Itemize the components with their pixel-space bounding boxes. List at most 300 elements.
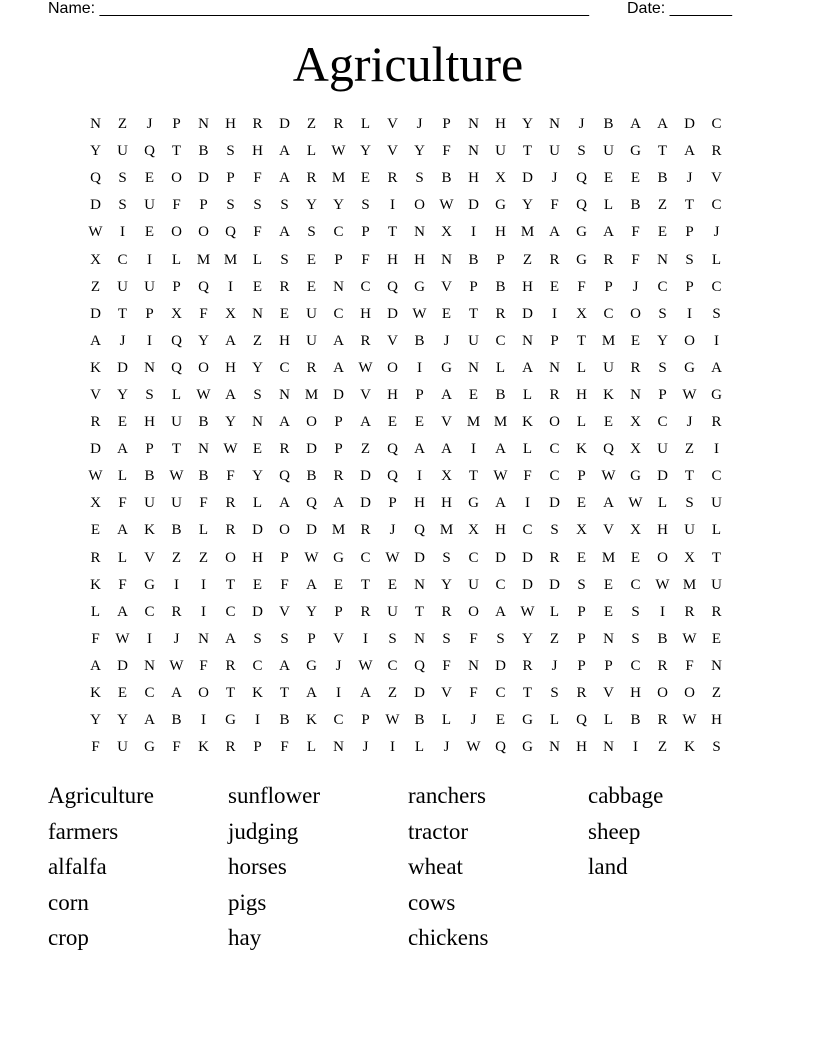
grid-letter[interactable]: A [279, 170, 290, 187]
grid-letter[interactable]: V [441, 278, 452, 295]
grid-letter[interactable]: L [549, 603, 560, 620]
grid-letter[interactable]: N [252, 305, 263, 322]
grid-letter[interactable]: E [414, 414, 425, 431]
grid-letter[interactable]: C [630, 576, 641, 593]
grid-letter[interactable]: E [360, 170, 371, 187]
grid-letter[interactable]: F [253, 224, 262, 241]
grid-letter[interactable]: D [414, 549, 425, 566]
grid-letter[interactable]: L [576, 359, 587, 376]
grid-letter[interactable]: K [252, 685, 263, 702]
grid-letter[interactable]: F [523, 468, 532, 485]
grid-letter[interactable]: V [360, 386, 371, 403]
grid-letter[interactable]: T [171, 441, 182, 458]
grid-letter[interactable]: J [578, 116, 585, 133]
grid-letter[interactable]: X [441, 224, 452, 241]
grid-letter[interactable]: I [552, 305, 557, 322]
grid-letter[interactable]: P [145, 305, 154, 322]
grid-letter[interactable]: W [520, 603, 535, 620]
grid-letter[interactable]: B [198, 414, 209, 431]
grid-letter[interactable]: V [387, 143, 398, 160]
grid-letter[interactable]: G [522, 712, 533, 729]
grid-letter[interactable]: R [225, 522, 236, 539]
grid-letter[interactable]: W [169, 468, 184, 485]
grid-letter[interactable]: D [522, 576, 533, 593]
grid-letter[interactable]: A [495, 495, 506, 512]
grid-letter[interactable]: H [252, 549, 263, 566]
grid-letter[interactable]: P [604, 278, 613, 295]
grid-letter[interactable]: A [279, 414, 290, 431]
grid-letter[interactable]: Z [117, 116, 128, 133]
grid-letter[interactable]: R [387, 170, 398, 187]
grid-letter[interactable]: C [360, 549, 371, 566]
grid-letter[interactable]: I [147, 332, 152, 349]
grid-letter[interactable]: O [171, 224, 182, 241]
grid-letter[interactable]: W [304, 549, 319, 566]
grid-letter[interactable]: D [414, 685, 425, 702]
grid-letter[interactable]: Y [225, 414, 236, 431]
grid-letter[interactable]: G [144, 576, 155, 593]
grid-letter[interactable]: M [331, 170, 346, 187]
grid-letter[interactable]: S [307, 224, 316, 241]
grid-letter[interactable]: D [198, 170, 209, 187]
grid-letter[interactable]: A [90, 332, 101, 349]
grid-letter[interactable]: Y [306, 197, 317, 214]
grid-letter[interactable]: D [387, 305, 398, 322]
grid-letter[interactable]: H [441, 495, 452, 512]
grid-letter[interactable]: K [144, 522, 155, 539]
grid-letter[interactable]: G [414, 278, 425, 295]
grid-letter[interactable]: W [682, 386, 697, 403]
grid-letter[interactable]: E [576, 495, 587, 512]
grid-letter[interactable]: F [226, 468, 235, 485]
grid-letter[interactable]: Q [279, 468, 290, 485]
grid-letter[interactable]: R [333, 116, 344, 133]
grid-letter[interactable]: R [711, 603, 722, 620]
grid-letter[interactable]: F [469, 685, 478, 702]
grid-letter[interactable]: Q [603, 441, 614, 458]
grid-letter[interactable]: H [468, 170, 479, 187]
grid-letter[interactable]: O [306, 414, 317, 431]
grid-letter[interactable]: H [252, 143, 263, 160]
grid-letter[interactable]: R [333, 468, 344, 485]
grid-letter[interactable]: T [522, 685, 533, 702]
grid-letter[interactable]: L [171, 386, 182, 403]
grid-letter[interactable]: O [279, 522, 290, 539]
grid-letter[interactable]: C [630, 657, 641, 674]
grid-letter[interactable]: S [577, 143, 586, 160]
grid-letter[interactable]: C [495, 332, 506, 349]
grid-letter[interactable]: P [469, 278, 478, 295]
grid-letter[interactable]: B [414, 712, 425, 729]
grid-letter[interactable]: L [90, 603, 101, 620]
grid-letter[interactable]: K [198, 739, 209, 756]
grid-letter[interactable]: N [549, 359, 560, 376]
grid-letter[interactable]: S [226, 143, 235, 160]
grid-letter[interactable]: S [631, 603, 640, 620]
grid-letter[interactable]: W [628, 495, 643, 512]
grid-letter[interactable]: H [630, 685, 641, 702]
grid-letter[interactable]: Y [198, 332, 209, 349]
grid-letter[interactable]: L [306, 143, 317, 160]
grid-letter[interactable]: O [549, 414, 560, 431]
grid-letter[interactable]: A [171, 685, 182, 702]
grid-letter[interactable]: X [90, 495, 101, 512]
grid-letter[interactable]: V [90, 386, 101, 403]
grid-letter[interactable]: O [684, 685, 695, 702]
grid-letter[interactable]: O [657, 685, 668, 702]
grid-letter[interactable]: P [415, 386, 424, 403]
grid-letter[interactable]: G [468, 495, 479, 512]
grid-letter[interactable]: N [414, 576, 425, 593]
grid-letter[interactable]: D [522, 170, 533, 187]
grid-letter[interactable]: D [306, 441, 317, 458]
grid-letter[interactable]: R [252, 116, 263, 133]
grid-letter[interactable]: B [495, 386, 506, 403]
grid-letter[interactable]: D [252, 603, 263, 620]
grid-letter[interactable]: R [657, 712, 668, 729]
grid-letter[interactable]: F [172, 197, 181, 214]
grid-letter[interactable]: B [198, 143, 209, 160]
grid-letter[interactable]: Z [711, 685, 722, 702]
grid-letter[interactable]: U [171, 495, 182, 512]
grid-letter[interactable]: P [604, 657, 613, 674]
grid-letter[interactable]: E [603, 603, 614, 620]
grid-letter[interactable]: W [655, 576, 670, 593]
grid-letter[interactable]: X [171, 305, 182, 322]
grid-letter[interactable]: E [630, 549, 641, 566]
grid-letter[interactable]: A [279, 224, 290, 241]
grid-letter[interactable]: O [684, 332, 695, 349]
grid-letter[interactable]: T [522, 143, 533, 160]
grid-letter[interactable]: A [684, 143, 695, 160]
grid-letter[interactable]: Y [441, 576, 452, 593]
grid-letter[interactable]: B [603, 116, 614, 133]
grid-letter[interactable]: N [522, 332, 533, 349]
grid-letter[interactable]: D [279, 116, 290, 133]
grid-letter[interactable]: P [577, 468, 586, 485]
grid-letter[interactable]: G [711, 386, 722, 403]
grid-letter[interactable]: F [91, 630, 100, 647]
grid-letter[interactable]: W [385, 549, 400, 566]
grid-letter[interactable]: D [306, 522, 317, 539]
grid-letter[interactable]: D [117, 657, 128, 674]
grid-letter[interactable]: C [225, 603, 236, 620]
grid-letter[interactable]: Q [198, 278, 209, 295]
grid-letter[interactable]: F [91, 739, 100, 756]
grid-letter[interactable]: H [576, 739, 587, 756]
grid-letter[interactable]: R [360, 332, 371, 349]
grid-letter[interactable]: T [414, 603, 425, 620]
grid-letter[interactable]: Z [387, 685, 398, 702]
grid-letter[interactable]: L [117, 549, 128, 566]
grid-letter[interactable]: S [226, 197, 235, 214]
grid-letter[interactable]: W [466, 739, 481, 756]
grid-letter[interactable]: R [441, 603, 452, 620]
grid-letter[interactable]: L [711, 251, 722, 268]
grid-letter[interactable]: Z [198, 549, 209, 566]
grid-letter[interactable]: E [306, 278, 317, 295]
grid-letter[interactable]: H [387, 251, 398, 268]
grid-letter[interactable]: D [495, 657, 506, 674]
grid-letter[interactable]: M [601, 549, 616, 566]
grid-letter[interactable]: Q [576, 712, 587, 729]
grid-letter[interactable]: A [144, 712, 155, 729]
grid-letter[interactable]: M [304, 386, 319, 403]
grid-letter[interactable]: H [711, 712, 722, 729]
grid-letter[interactable]: M [520, 224, 535, 241]
grid-letter[interactable]: M [466, 414, 481, 431]
grid-letter[interactable]: Y [90, 712, 101, 729]
grid-letter[interactable]: L [522, 441, 533, 458]
grid-letter[interactable]: N [198, 630, 209, 647]
grid-letter[interactable]: F [442, 657, 451, 674]
grid-letter[interactable]: C [279, 359, 290, 376]
grid-letter[interactable]: T [117, 305, 128, 322]
grid-letter[interactable]: C [711, 197, 722, 214]
grid-letter[interactable]: P [253, 739, 262, 756]
grid-letter[interactable]: J [335, 657, 342, 674]
grid-letter[interactable]: N [468, 657, 479, 674]
grid-letter[interactable]: A [225, 630, 236, 647]
grid-letter[interactable]: N [333, 739, 344, 756]
grid-letter[interactable]: A [495, 603, 506, 620]
grid-letter[interactable]: W [601, 468, 616, 485]
grid-letter[interactable]: E [711, 630, 722, 647]
grid-letter[interactable]: Q [387, 468, 398, 485]
grid-letter[interactable]: A [711, 359, 722, 376]
grid-letter[interactable]: C [711, 468, 722, 485]
grid-letter[interactable]: B [414, 332, 425, 349]
grid-letter[interactable]: P [307, 630, 316, 647]
grid-letter[interactable]: U [495, 143, 506, 160]
grid-letter[interactable]: U [603, 143, 614, 160]
grid-letter[interactable]: S [631, 630, 640, 647]
grid-letter[interactable]: P [685, 224, 694, 241]
grid-letter[interactable]: E [468, 386, 479, 403]
grid-letter[interactable]: C [711, 278, 722, 295]
grid-letter[interactable]: N [468, 143, 479, 160]
grid-letter[interactable]: L [603, 197, 614, 214]
grid-letter[interactable]: M [601, 332, 616, 349]
grid-letter[interactable]: D [90, 305, 101, 322]
grid-letter[interactable]: D [495, 549, 506, 566]
grid-letter[interactable]: F [118, 495, 127, 512]
grid-letter[interactable]: D [549, 576, 560, 593]
grid-letter[interactable]: E [117, 685, 128, 702]
grid-letter[interactable]: R [603, 251, 614, 268]
grid-letter[interactable]: Q [576, 170, 587, 187]
grid-letter[interactable]: N [252, 414, 263, 431]
grid-letter[interactable]: B [441, 170, 452, 187]
grid-letter[interactable]: B [657, 170, 668, 187]
grid-letter[interactable]: V [387, 116, 398, 133]
grid-letter[interactable]: I [471, 224, 476, 241]
grid-letter[interactable]: A [306, 576, 317, 593]
grid-letter[interactable]: A [306, 685, 317, 702]
grid-letter[interactable]: E [144, 170, 155, 187]
grid-letter[interactable]: P [145, 441, 154, 458]
grid-letter[interactable]: I [390, 739, 395, 756]
grid-letter[interactable]: G [684, 359, 695, 376]
grid-letter[interactable]: A [414, 441, 425, 458]
grid-letter[interactable]: K [306, 712, 317, 729]
grid-letter[interactable]: V [387, 332, 398, 349]
grid-letter[interactable]: E [306, 251, 317, 268]
grid-letter[interactable]: E [576, 549, 587, 566]
grid-letter[interactable]: L [522, 386, 533, 403]
grid-letter[interactable]: S [415, 170, 424, 187]
grid-letter[interactable]: A [279, 657, 290, 674]
grid-letter[interactable]: Q [495, 739, 506, 756]
grid-letter[interactable]: O [171, 170, 182, 187]
grid-letter[interactable]: N [333, 278, 344, 295]
grid-letter[interactable]: E [252, 278, 263, 295]
grid-letter[interactable]: Q [306, 495, 317, 512]
grid-letter[interactable]: H [495, 116, 506, 133]
grid-letter[interactable]: V [333, 630, 344, 647]
grid-letter[interactable]: C [333, 224, 344, 241]
grid-letter[interactable]: B [630, 712, 641, 729]
grid-letter[interactable]: T [387, 224, 398, 241]
grid-letter[interactable]: N [630, 386, 641, 403]
grid-letter[interactable]: Y [522, 197, 533, 214]
grid-letter[interactable]: S [550, 685, 559, 702]
grid-letter[interactable]: Y [306, 603, 317, 620]
grid-letter[interactable]: E [387, 576, 398, 593]
grid-letter[interactable]: H [576, 386, 587, 403]
grid-letter[interactable]: G [576, 224, 587, 241]
grid-letter[interactable]: D [90, 441, 101, 458]
grid-letter[interactable]: Y [522, 116, 533, 133]
grid-letter[interactable]: P [334, 603, 343, 620]
grid-letter[interactable]: G [630, 143, 641, 160]
grid-letter[interactable]: B [495, 278, 506, 295]
grid-letter[interactable]: D [522, 549, 533, 566]
grid-letter[interactable]: L [171, 251, 182, 268]
grid-letter[interactable]: U [144, 278, 155, 295]
grid-letter[interactable]: J [686, 414, 693, 431]
grid-letter[interactable]: P [172, 278, 181, 295]
grid-letter[interactable]: P [334, 441, 343, 458]
grid-letter[interactable]: N [441, 251, 452, 268]
grid-letter[interactable]: S [280, 197, 289, 214]
grid-letter[interactable]: Q [171, 332, 182, 349]
grid-letter[interactable]: J [632, 278, 639, 295]
grid-letter[interactable]: J [362, 739, 369, 756]
grid-letter[interactable]: I [255, 712, 260, 729]
grid-letter[interactable]: K [684, 739, 695, 756]
grid-letter[interactable]: H [414, 251, 425, 268]
grid-letter[interactable]: C [117, 251, 128, 268]
grid-letter[interactable]: S [550, 522, 559, 539]
grid-letter[interactable]: U [603, 359, 614, 376]
grid-letter[interactable]: X [630, 441, 641, 458]
grid-letter[interactable]: G [630, 468, 641, 485]
grid-letter[interactable]: A [117, 522, 128, 539]
grid-letter[interactable]: Y [522, 630, 533, 647]
grid-letter[interactable]: T [684, 468, 695, 485]
grid-letter[interactable]: I [201, 576, 206, 593]
grid-letter[interactable]: Y [360, 143, 371, 160]
grid-letter[interactable]: C [333, 305, 344, 322]
grid-letter[interactable]: S [658, 305, 667, 322]
grid-letter[interactable]: U [306, 305, 317, 322]
grid-letter[interactable]: P [226, 170, 235, 187]
grid-letter[interactable]: S [253, 630, 262, 647]
grid-letter[interactable]: Z [657, 197, 668, 214]
grid-letter[interactable]: V [711, 170, 722, 187]
grid-letter[interactable]: P [334, 251, 343, 268]
grid-letter[interactable]: X [495, 170, 506, 187]
grid-letter[interactable]: T [360, 576, 371, 593]
grid-letter[interactable]: H [522, 278, 533, 295]
grid-letter[interactable]: C [333, 712, 344, 729]
grid-letter[interactable]: N [468, 359, 479, 376]
grid-letter[interactable]: S [253, 197, 262, 214]
grid-letter[interactable]: Y [90, 143, 101, 160]
grid-letter[interactable]: F [280, 576, 289, 593]
grid-letter[interactable]: D [90, 197, 101, 214]
grid-letter[interactable]: A [360, 685, 371, 702]
grid-letter[interactable]: Z [657, 739, 668, 756]
grid-letter[interactable]: C [549, 441, 560, 458]
grid-letter[interactable]: J [173, 630, 180, 647]
grid-letter[interactable]: F [361, 251, 370, 268]
grid-letter[interactable]: Y [252, 468, 263, 485]
grid-letter[interactable]: L [252, 251, 263, 268]
grid-letter[interactable]: E [603, 576, 614, 593]
grid-letter[interactable]: N [90, 116, 101, 133]
grid-letter[interactable]: G [225, 712, 236, 729]
grid-letter[interactable]: L [657, 495, 668, 512]
grid-letter[interactable]: I [147, 630, 152, 647]
grid-letter[interactable]: L [306, 739, 317, 756]
grid-letter[interactable]: U [117, 739, 128, 756]
grid-letter[interactable]: L [198, 522, 209, 539]
grid-letter[interactable]: I [417, 468, 422, 485]
grid-letter[interactable]: O [630, 305, 641, 322]
grid-letter[interactable]: R [549, 386, 560, 403]
grid-letter[interactable]: O [387, 359, 398, 376]
grid-letter[interactable]: N [657, 251, 668, 268]
grid-letter[interactable]: C [360, 278, 371, 295]
grid-letter[interactable]: I [201, 712, 206, 729]
grid-letter[interactable]: E [549, 278, 560, 295]
grid-letter[interactable]: D [360, 468, 371, 485]
grid-letter[interactable]: P [577, 603, 586, 620]
grid-letter[interactable]: Y [333, 197, 344, 214]
grid-letter[interactable]: U [387, 603, 398, 620]
grid-letter[interactable]: C [144, 603, 155, 620]
grid-letter[interactable]: U [684, 522, 695, 539]
grid-letter[interactable]: A [333, 359, 344, 376]
grid-letter[interactable]: U [711, 495, 722, 512]
grid-letter[interactable]: T [225, 685, 236, 702]
grid-letter[interactable]: J [416, 116, 423, 133]
grid-letter[interactable]: S [442, 630, 451, 647]
grid-letter[interactable]: Q [171, 359, 182, 376]
grid-letter[interactable]: E [630, 332, 641, 349]
grid-letter[interactable]: R [279, 441, 290, 458]
grid-letter[interactable]: Z [522, 251, 533, 268]
grid-letter[interactable]: Y [252, 359, 263, 376]
grid-letter[interactable]: B [198, 468, 209, 485]
grid-letter[interactable]: R [90, 414, 101, 431]
grid-letter[interactable]: N [468, 116, 479, 133]
grid-letter[interactable]: W [682, 712, 697, 729]
grid-letter[interactable]: F [253, 170, 262, 187]
grid-letter[interactable]: F [172, 739, 181, 756]
